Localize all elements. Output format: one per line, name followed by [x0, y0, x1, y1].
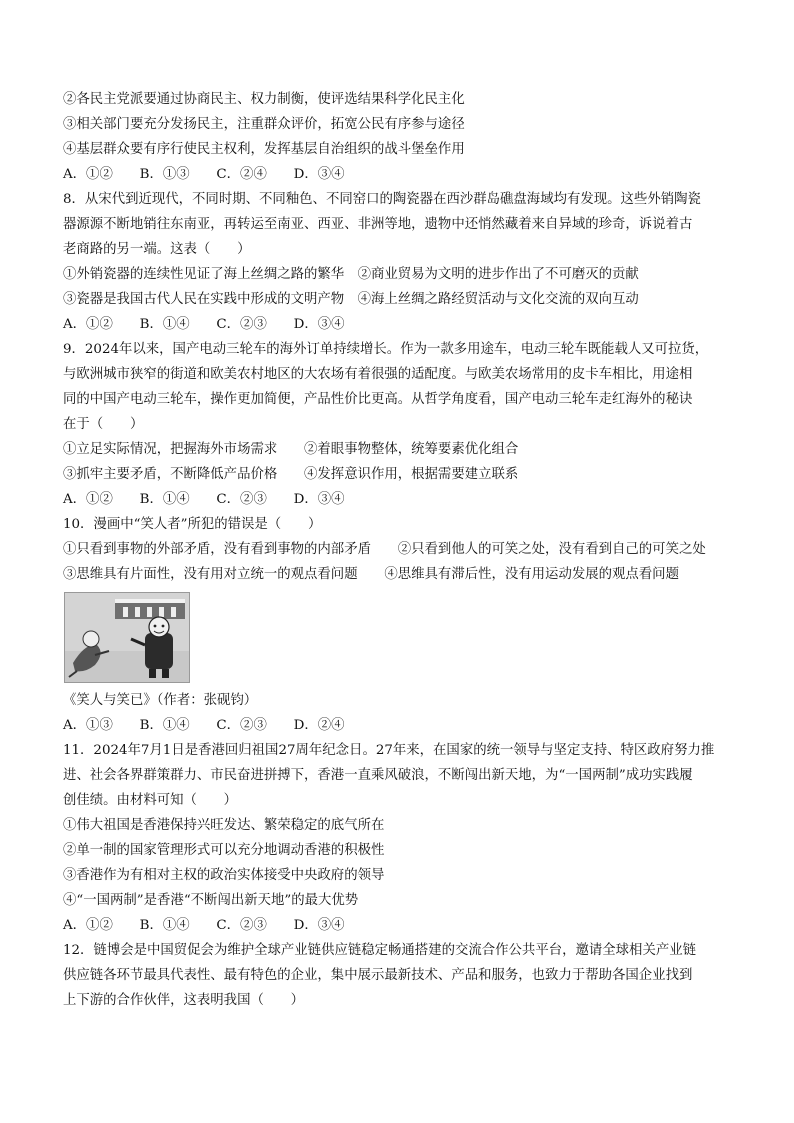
q9-statements-1-2: ①立足实际情况，把握海外市场需求 ②着眼事物整体，统筹要素优化组合: [63, 442, 519, 457]
q11-statement-2: ②单一制的国家管理形式可以充分地调动香港的积极性: [63, 843, 385, 858]
q9-stem-line-1: 9．2024年以来，国产电动三轮车的海外订单持续增长。作为一款多用途车，电动三轮车既能载人又可拉货，: [63, 342, 709, 357]
q9-stem-line-2: 与欧洲城市狭窄的街道和欧美农村地区的大农场有着很强的适配度。与欧美农场常用的皮卡车相比，用途相: [63, 367, 693, 382]
q8-stem-line-2: 器源源不断地销往东南亚，再转运至南亚、西亚、非洲等地，遗物中还悄然藏着来自异域的珍奇，诉说着古: [63, 217, 693, 232]
q8-statements-1-2: ①外销瓷器的连续性见证了海上丝绸之路的繁华 ②商业贸易为文明的进步作出了不可磨灭的贡献: [63, 267, 639, 282]
q12-stem-line-1: 12．链博会是中国贸促会为维护全球产业链供应链稳定畅通搭建的交流合作公共平台，邀请全球相关产业链: [63, 943, 697, 958]
q9-statements-3-4: ③抓牢主要矛盾，不断降低产品价格 ④发挥意识作用，根据需要建立联系: [63, 467, 519, 482]
q9-answer-options: A．①② B．①④ C．②③ D．③④: [63, 492, 345, 507]
q10-statements-1-2: ①只看到事物的外部矛盾，没有看到事物的内部矛盾 ②只看到他人的可笑之处，没有看到自己的可笑之处: [63, 542, 706, 557]
q12-stem-line-2: 供应链各环节最具代表性、最有特色的企业，集中展示最新技术、产品和服务，也致力于帮助各国企业找到: [63, 968, 693, 983]
q11-statement-1: ①伟大祖国是香港保持兴旺发达、繁荣稳定的底气所在: [63, 818, 385, 833]
q11-answer-options: A．①② B．①④ C．②③ D．③④: [63, 918, 345, 933]
cartoon-caption: 《笑人与笑已》（作者：张砚钧）: [63, 693, 258, 708]
cartoon-image: [64, 592, 190, 683]
q9-stem-line-4: 在于（ ）: [63, 417, 144, 432]
q11-stem-line-1: 11．2024年7月1日是香港回归祖国27周年纪念日。27年来，在国家的统一领导与坚定支持、特区政府努力推: [63, 743, 715, 758]
q7-answer-options: A．①② B．①③ C．②④ D．③④: [63, 167, 345, 182]
q7-statement-3: ③相关部门要充分发扬民主，注重群众评价，拓宽公民有序参与途径: [63, 117, 465, 132]
q8-stem-line-1: 8．从宋代到近现代，不同时期、不同釉色、不同窑口的陶瓷器在西沙群岛礁盘海域均有发现。这些外销陶瓷: [63, 192, 701, 207]
q8-statements-3-4: ③瓷器是我国古代人民在实践中形成的文明产物 ④海上丝绸之路经贸活动与文化交流的双向互动: [63, 292, 639, 307]
q11-statement-4: ④“一国两制”是香港“不断闯出新天地”的最大优势: [63, 893, 359, 908]
q11-stem-line-3: 创佳绩。由材料可知（ ）: [63, 793, 238, 808]
q9-stem-line-3: 同的中国产电动三轮车，操作更加简便，产品性价比更高。从哲学角度看，国产电动三轮车走红海外的秘诀: [63, 392, 693, 407]
q11-statement-3: ③香港作为有相对主权的政治实体接受中央政府的领导: [63, 868, 385, 883]
q8-answer-options: A．①② B．①④ C．②③ D．③④: [63, 317, 345, 332]
q10-stem: 10．漫画中“笑人者”所犯的错误是（ ）: [63, 517, 322, 532]
q7-statement-2: ②各民主党派要通过协商民主、权力制衡，使评选结果科学化民主化: [63, 92, 465, 107]
q11-stem-line-2: 进、社会各界群策群力、市民奋进拼搏下，香港一直乘风破浪，不断闯出新天地，为“一国两制”成功实践履: [63, 768, 693, 783]
q10-statements-3-4: ③思维具有片面性，没有用对立统一的观点看问题 ④思维具有滞后性，没有用运动发展的观点看问题: [63, 567, 679, 582]
q7-statement-4: ④基层群众要有序行使民主权利，发挥基层自治组织的战斗堡垒作用: [63, 142, 465, 157]
q10-answer-options: A．①③ B．①④ C．②③ D．②④: [63, 718, 345, 733]
q8-stem-line-3: 老商路的另一端。这表（ ）: [63, 242, 251, 257]
q12-stem-line-3: 上下游的合作伙伴，这表明我国（ ）: [63, 993, 305, 1008]
cartoon-drawing: [65, 593, 189, 682]
